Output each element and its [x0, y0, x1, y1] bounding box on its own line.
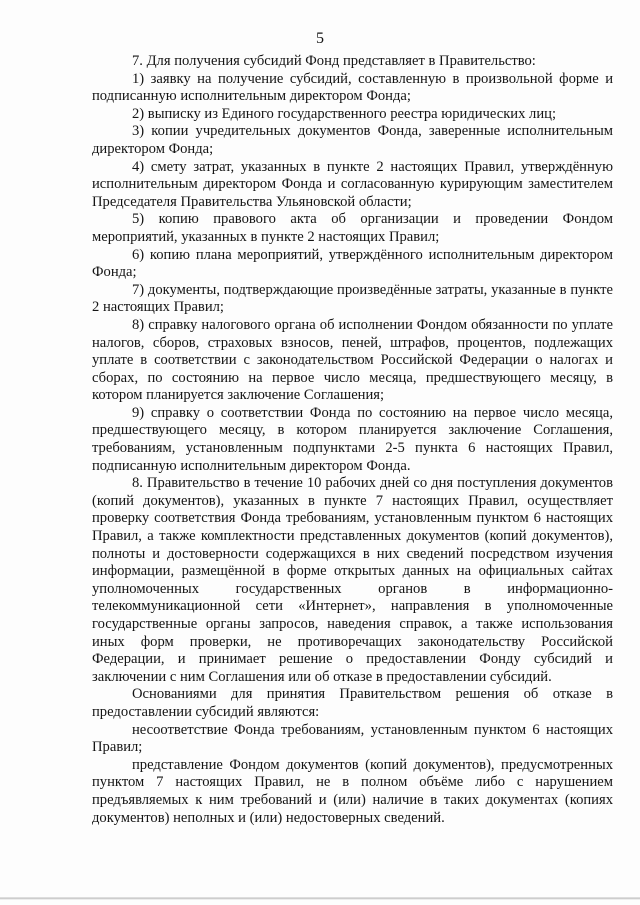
paragraph-subitem-4: 4) смету затрат, указанных в пункте 2 настоящих Правил, утверждённую исполнительным директором Фонда и согласованную курирующим заместителем Председателя Правительства Ульяновской области;: [92, 158, 613, 210]
page-number: 5: [316, 30, 324, 47]
paragraph-subitem-5: 5) копию правового акта об организации и проведении Фондом мероприятий, указанных в пункте 2 настоящих Правил;: [92, 211, 613, 245]
paragraph-subitem-3: 3) копии учредительных документов Фонда, заверенные исполнительным директором Фонда;: [92, 123, 613, 157]
paragraph-subitem-2: 2) выписку из Единого государственного реестра юридических лиц;: [132, 105, 557, 122]
paragraph-subitem-7: 7) документы, подтверждающие произведённые затраты, указанные в пункте 2 настоящих Правил;: [92, 281, 613, 316]
paragraph-subitem-6: 6) копию плана мероприятий, утверждённого исполнительным директором Фонда;: [92, 246, 613, 281]
paragraph-refusal-ground-2: представление Фондом документов (копий документов), предусмотренных пунктом 7 настоящих Правил, не в полном объёме либо с нарушением предъявляемых к ним требований и (или) наличие в таких документах (копиях документов) неполных и (или) недостоверных сведений.: [92, 756, 613, 826]
paragraph-refusal-grounds: Основаниями для принятия Правительством решения об отказе в предоставлении субсидий являются:: [92, 686, 613, 720]
paragraph-item-8: 8. Правительство в течение 10 рабочих дней со дня поступления документов (копий документов), указанных в пункте 7 настоящих Правил, осуществляет проверку соответствия Фонда требованиям, установленным пунктом 6 настоящих Правил, а также комплектности представленных документов (копий документов), полноты и достоверности содержащихся в них сведений посредством изучения информации, размещённой в форме открытых данных на официальных сайтах уполномоченных государственных органов в информационно-телекоммуникационной сети «Интернет», направления в уполномоченные государственные органы запросов, наведения справок, а также использования иных форм проверки, не противоречащих законодательству Российской Федерации, и принимает решение о предоставлении Фонду субсидий и заключении с ним Соглашения или об отказе в предоставлении субсидий.: [92, 475, 613, 685]
document-body: [92, 53, 613, 827]
paragraph-subitem-1: 1) заявку на получение субсидий, составленную в произвольной форме и подписанную исполнительным директором Фонда;: [92, 70, 613, 105]
scan-edge-line: [0, 892, 640, 905]
paragraph-subitem-8: 8) справку налогового органа об исполнении Фондом обязанности по уплате налогов, сборов, страховых взносов, пеней, штрафов, процентов, подлежащих уплате в соответствии с законодательством Российской Федерации о налогах и сборах, по состоянию на первое число месяца, предшествующего месяцу, в котором планируется заключение Соглашения;: [92, 316, 613, 404]
paragraph-refusal-ground-1: несоответствие Фонда требованиям, установленным пунктом 6 настоящих Правил;: [92, 721, 613, 756]
paragraph-item-7-intro: 7. Для получения субсидий Фонд представляет в Правительство:: [132, 53, 536, 69]
paragraph-subitem-9: 9) справку о соответствии Фонда по состоянию на первое число месяца, предшествующего месяцу, в котором планируется заключение Соглашения, требованиям, установленным подпунктами 2-5 пункта 6 настоящих Правил, подписанную исполнительным директором Фонда.: [92, 404, 613, 474]
